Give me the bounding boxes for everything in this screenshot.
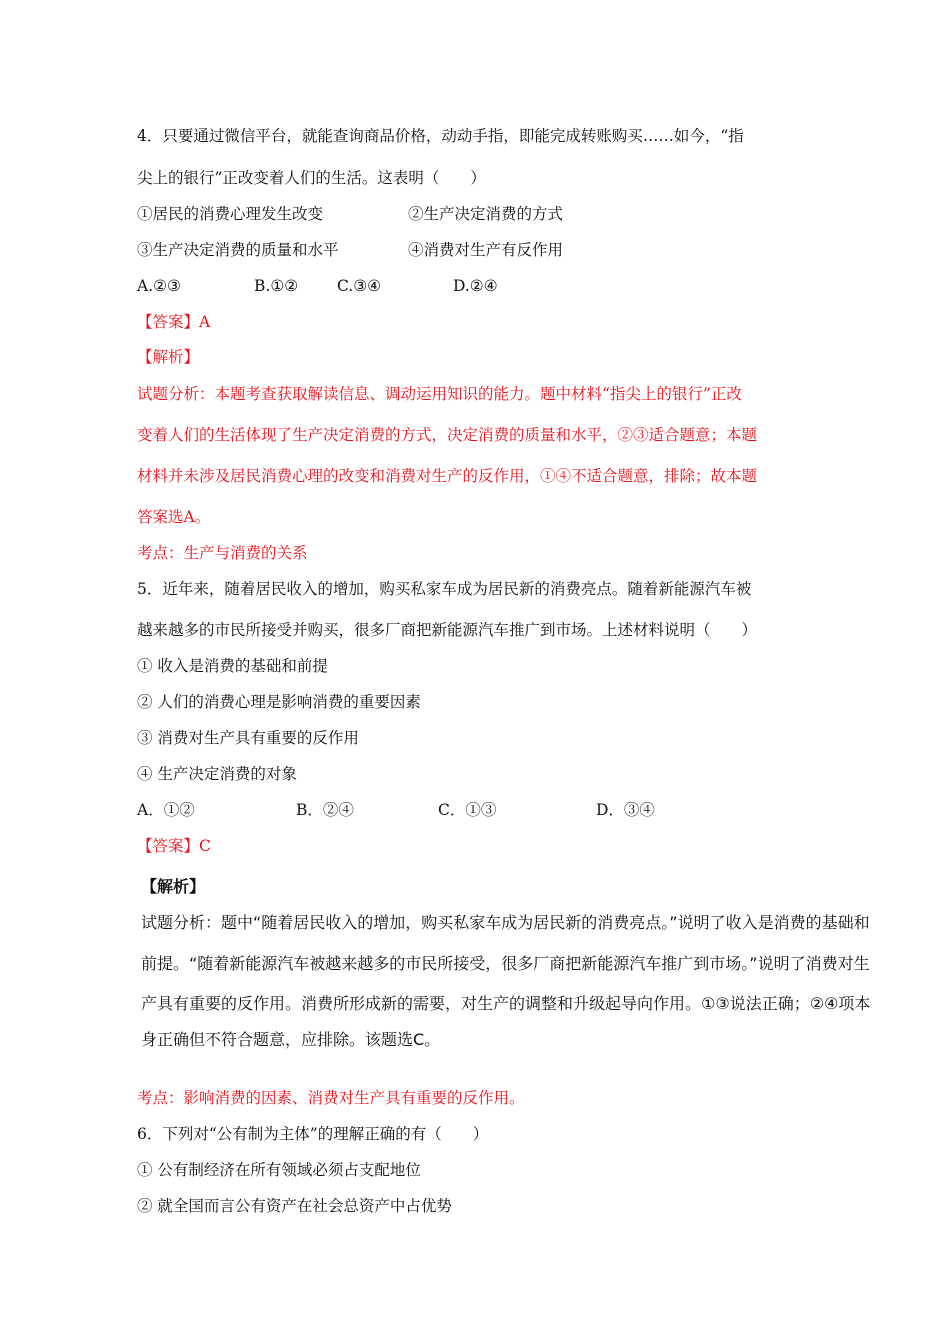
q4-exam-point: 考点：生产与消费的关系 <box>137 544 308 562</box>
q4-item-4: ④消费对生产有反作用 <box>408 241 564 259</box>
q5-answer: 【答案】C <box>137 837 211 855</box>
q4-item-1: ①居民的消费心理发生改变 <box>137 205 324 223</box>
q5-analysis-heading: 【解析】 <box>141 877 206 896</box>
q4-analysis-line3: 材料并未涉及居民消费心理的改变和消费对生产的反作用，①④不适合题意，排除；故本题 <box>137 467 758 485</box>
q4-analysis-heading: 【解析】 <box>137 348 200 366</box>
q5-item-3: ③ 消费对生产具有重要的反作用 <box>137 729 359 747</box>
q4-stem-line2: 尖上的银行”正改变着人们的生活。这表明（ ） <box>137 169 486 187</box>
q5-analysis-line4: 身正确但不符合题意，应排除。该题选C。 <box>141 1030 441 1049</box>
q4-item-3: ③生产决定消费的质量和水平 <box>137 241 339 259</box>
q6-item-2: ② 就全国而言公有资产在社会总资产中占优势 <box>137 1197 452 1215</box>
q4-answer: 【答案】A <box>137 313 211 331</box>
q5-analysis-line1: 试题分析：题中“随着居民收入的增加，购买私家车成为居民新的消费亮点。”说明了收入是消费的基础和 <box>141 913 870 932</box>
q5-item-2: ② 人们的消费心理是影响消费的重要因素 <box>137 693 421 711</box>
q4-option-a: A.②③ <box>137 277 181 295</box>
q4-option-d: D.②④ <box>453 277 498 295</box>
q5-exam-point: 考点：影响消费的因素、消费对生产具有重要的反作用。 <box>137 1089 525 1107</box>
q4-item-2: ②生产决定消费的方式 <box>408 205 564 223</box>
q4-option-c: C.③④ <box>337 277 382 295</box>
q5-analysis-line3: 产具有重要的反作用。消费所形成新的需要，对生产的调整和升级起导向作用。①③说法正确；②④项本 <box>141 994 871 1013</box>
q5-option-d: D．③④ <box>596 801 655 819</box>
q4-analysis-line4: 答案选A。 <box>137 508 211 526</box>
q5-stem-line2: 越来越多的市民所接受并购买，很多厂商把新能源汽车推广到市场。上述材料说明（ ） <box>137 621 758 639</box>
q5-option-b: B．②④ <box>296 801 354 819</box>
q6-item-1: ① 公有制经济在所有领域必须占支配地位 <box>137 1161 421 1179</box>
q5-option-a: A．①② <box>137 801 195 819</box>
q4-analysis-line2: 变着人们的生活体现了生产决定消费的方式，决定消费的质量和水平，②③适合题意；本题 <box>137 426 758 444</box>
q5-analysis-line2: 前提。“随着新能源汽车被越来越多的市民所接受，很多厂商把新能源汽车推广到市场。”说明了消费对生 <box>141 954 870 973</box>
q5-item-1: ① 收入是消费的基础和前提 <box>137 657 328 675</box>
q5-item-4: ④ 生产决定消费的对象 <box>137 765 297 783</box>
q5-stem-line1: 5．近年来，随着居民收入的增加，购买私家车成为居民新的消费亮点。随着新能源汽车被 <box>137 580 752 598</box>
q4-analysis-line1: 试题分析：本题考查获取解读信息、调动运用知识的能力。题中材料“指尖上的银行”正改 <box>137 385 742 403</box>
q4-stem-line1: 4．只要通过微信平台，就能查询商品价格，动动手指，即能完成转账购买……如今，“指 <box>137 127 744 145</box>
q5-option-c: C．①③ <box>438 801 497 819</box>
q6-stem-line1: 6．下列对“公有制为主体”的理解正确的有（ ） <box>137 1125 489 1143</box>
q4-option-b: B.①② <box>254 277 299 295</box>
